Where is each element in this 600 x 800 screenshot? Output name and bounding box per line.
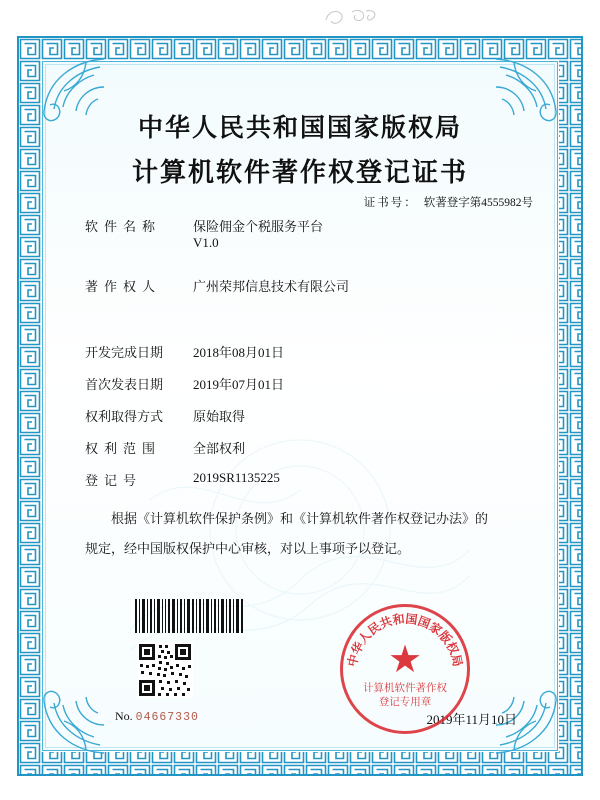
field-copyright-owner-value: 广州荣邦信息技术有限公司	[193, 279, 350, 294]
handwritten-scribble	[322, 6, 382, 32]
field-rights-acquisition	[85, 406, 525, 425]
field-software-name-label: 软件名称	[85, 219, 162, 234]
certificate-title: 计算机软件著作权登记证书	[131, 158, 468, 187]
field-software-name-value: 保险佣金个税服务平台	[193, 219, 324, 234]
issue-date: 2019年11月10日	[426, 712, 517, 727]
field-development-date-value: 2018年08月01日	[193, 345, 285, 360]
field-registration-number	[85, 470, 525, 489]
certificate-number-value: 软著登字第4555982号	[423, 197, 533, 209]
field-software-version	[193, 235, 523, 251]
seal-star-icon: ★	[387, 639, 423, 681]
issuing-organization-title: 中华人民共和国国家版权局	[137, 115, 462, 142]
seal-arc-label: 中华人民共和国国家版权局	[345, 611, 465, 668]
field-first-publish-date	[85, 374, 525, 393]
field-copyright-owner-label: 著作权人	[85, 279, 162, 294]
field-rights-acquisition-label: 权利取得方式	[85, 409, 164, 424]
serial-number	[115, 709, 199, 724]
certificate-number-line	[364, 194, 533, 210]
field-first-publish-date-label: 首次发表日期	[85, 377, 164, 392]
seal-line-2: 登记专用章	[378, 697, 432, 708]
barcode	[135, 599, 245, 633]
serial-label: No.	[115, 709, 133, 723]
seal-bottom-text	[340, 682, 470, 710]
official-seal	[340, 604, 470, 734]
field-copyright-owner	[85, 276, 525, 295]
statement-line-2: 规定，经中国版权保护中心审核，对以上事项予以登记。	[85, 541, 411, 556]
field-development-date-label: 开发完成日期	[85, 345, 164, 360]
field-rights-scope	[85, 438, 525, 457]
field-rights-acquisition-value: 原始取得	[193, 409, 246, 424]
scribble-icon	[322, 6, 382, 32]
serial-value: 04667330	[135, 711, 199, 724]
field-rights-scope-label: 权利范围	[85, 441, 162, 456]
field-registration-number-label: 登记号	[85, 473, 143, 488]
field-development-date	[85, 342, 525, 361]
certificate-number-label: 证书号：	[363, 197, 418, 209]
certificate-content	[45, 64, 555, 748]
field-software-name	[85, 216, 525, 235]
field-rights-scope-value: 全部权利	[193, 441, 246, 456]
field-software-version-value: V1.0	[193, 235, 219, 250]
field-registration-number-value: 2019SR1135225	[193, 470, 280, 485]
qr-code	[137, 642, 193, 698]
seal-line-1: 计算机软件著作权	[363, 683, 447, 694]
field-first-publish-date-value: 2019年07月01日	[193, 377, 285, 392]
statement-line-1: 根据《计算机软件保护条例》和《计算机软件著作权登记办法》的	[111, 511, 489, 526]
